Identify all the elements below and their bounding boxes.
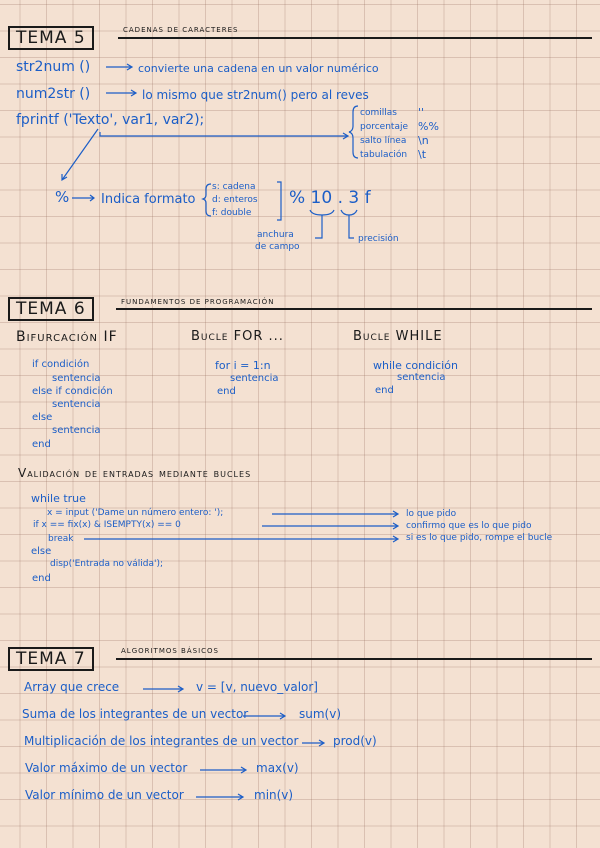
algo-label: Valor máximo de un vector	[25, 761, 188, 775]
if-line: sentencia	[52, 425, 101, 436]
arrow-icon	[84, 536, 398, 542]
val-line: disp('Entrada no válida');	[50, 559, 163, 569]
while-line: sentencia	[397, 372, 446, 383]
validation-title: Validación de entradas mediante bucles	[18, 466, 252, 480]
if-line: if condición	[32, 359, 90, 370]
algo-value: min(v)	[254, 788, 294, 802]
bracket-icon	[341, 210, 357, 215]
arrow-icon	[200, 767, 246, 773]
arrow-icon	[106, 90, 136, 96]
str2num-fn: str2num ()	[16, 59, 91, 75]
format-s: s: cadena	[212, 182, 256, 192]
if-line: else	[32, 412, 53, 423]
arrow-icon	[106, 64, 132, 70]
escape-item: porcentaje	[360, 122, 408, 132]
arrow-icon	[72, 195, 94, 201]
bracket-icon	[310, 210, 334, 215]
for-line: for i = 1:n	[215, 359, 271, 372]
if-line: sentencia	[52, 373, 101, 384]
num2str-desc: lo mismo que str2num() pero al reves	[142, 88, 369, 102]
escape-code: ''	[418, 106, 425, 119]
arrow-icon	[302, 740, 324, 746]
num2str-fn: num2str ()	[16, 86, 91, 102]
arrow-icon	[262, 523, 398, 529]
escape-code: %%	[418, 120, 439, 133]
val-line: end	[32, 573, 51, 584]
escape-item: comillas	[360, 108, 397, 118]
if-title: Bifurcación IF	[16, 329, 118, 345]
algo-value: v = [v, nuevo_valor]	[196, 680, 318, 694]
example-format: % 10 . 3 f	[289, 188, 371, 208]
while-title: Bucle WHILE	[353, 329, 443, 344]
val-note: lo que pido	[406, 509, 457, 519]
anchura-label: anchura	[257, 230, 294, 240]
algo-label: Multiplicación de los integrantes de un vector	[24, 734, 299, 748]
arrow-icon	[243, 713, 285, 719]
val-note: si es lo que pido, rompe el bucle	[406, 533, 553, 543]
tema5-subtitle: CADENAS DE CARACTERES	[123, 26, 239, 34]
algo-value: sum(v)	[299, 707, 342, 721]
val-note: confirmo que es lo que pido	[406, 521, 532, 531]
precision-label: precisión	[358, 234, 399, 244]
if-line: else if condición	[32, 386, 113, 397]
arrow-icon	[62, 129, 98, 180]
while-line: end	[375, 385, 394, 396]
algo-value: prod(v)	[333, 734, 377, 748]
tema6-subtitle: FUNDAMENTOS DE PROGRAMACIÓN	[121, 298, 275, 306]
bracket-icon	[277, 182, 281, 220]
arrow-icon	[143, 686, 183, 692]
brace-icon	[349, 106, 358, 158]
escape-item: tabulación	[360, 150, 408, 160]
format-d: d: enteros	[212, 195, 258, 205]
val-line: break	[48, 534, 74, 544]
tema7-subtitle: ALGORITMOS BÁSICOS	[121, 647, 219, 655]
escape-code: \t	[418, 148, 427, 161]
campo-label: de campo	[255, 242, 300, 252]
tema5-heading: TEMA 5	[8, 26, 94, 50]
algo-value: max(v)	[256, 761, 299, 775]
tema7-heading: TEMA 7	[8, 647, 94, 671]
for-title: Bucle FOR ...	[191, 329, 284, 344]
brace-icon	[203, 184, 211, 216]
arrow-icon	[100, 132, 348, 139]
escape-code: \n	[418, 134, 429, 147]
fprintf-code: fprintf ('Texto', var1, var2);	[16, 112, 205, 128]
val-line: while true	[31, 492, 86, 505]
for-line: sentencia	[230, 373, 279, 384]
if-line: end	[32, 439, 51, 450]
arrow-icon	[272, 511, 398, 517]
str2num-desc: convierte una cadena en un valor numérico	[138, 62, 379, 75]
algo-label: Suma de los integrantes de un vector	[22, 707, 249, 721]
format-f: f: double	[212, 208, 252, 218]
val-line: x = input ('Dame un número entero: ');	[47, 508, 224, 518]
val-line: else	[31, 546, 52, 557]
percent-symbol: %	[55, 188, 70, 206]
indica-formato: Indica formato	[101, 192, 196, 207]
while-line: while condición	[373, 359, 458, 372]
tema6-heading: TEMA 6	[8, 297, 94, 321]
for-line: end	[217, 386, 236, 397]
algo-label: Valor mínimo de un vector	[25, 788, 184, 802]
algo-label: Array que crece	[24, 680, 120, 694]
val-line: if x == fix(x) & ISEMPTY(x) == 0	[33, 520, 181, 530]
if-line: sentencia	[52, 399, 101, 410]
arrow-icon	[196, 794, 243, 800]
escape-item: salto línea	[360, 136, 407, 146]
